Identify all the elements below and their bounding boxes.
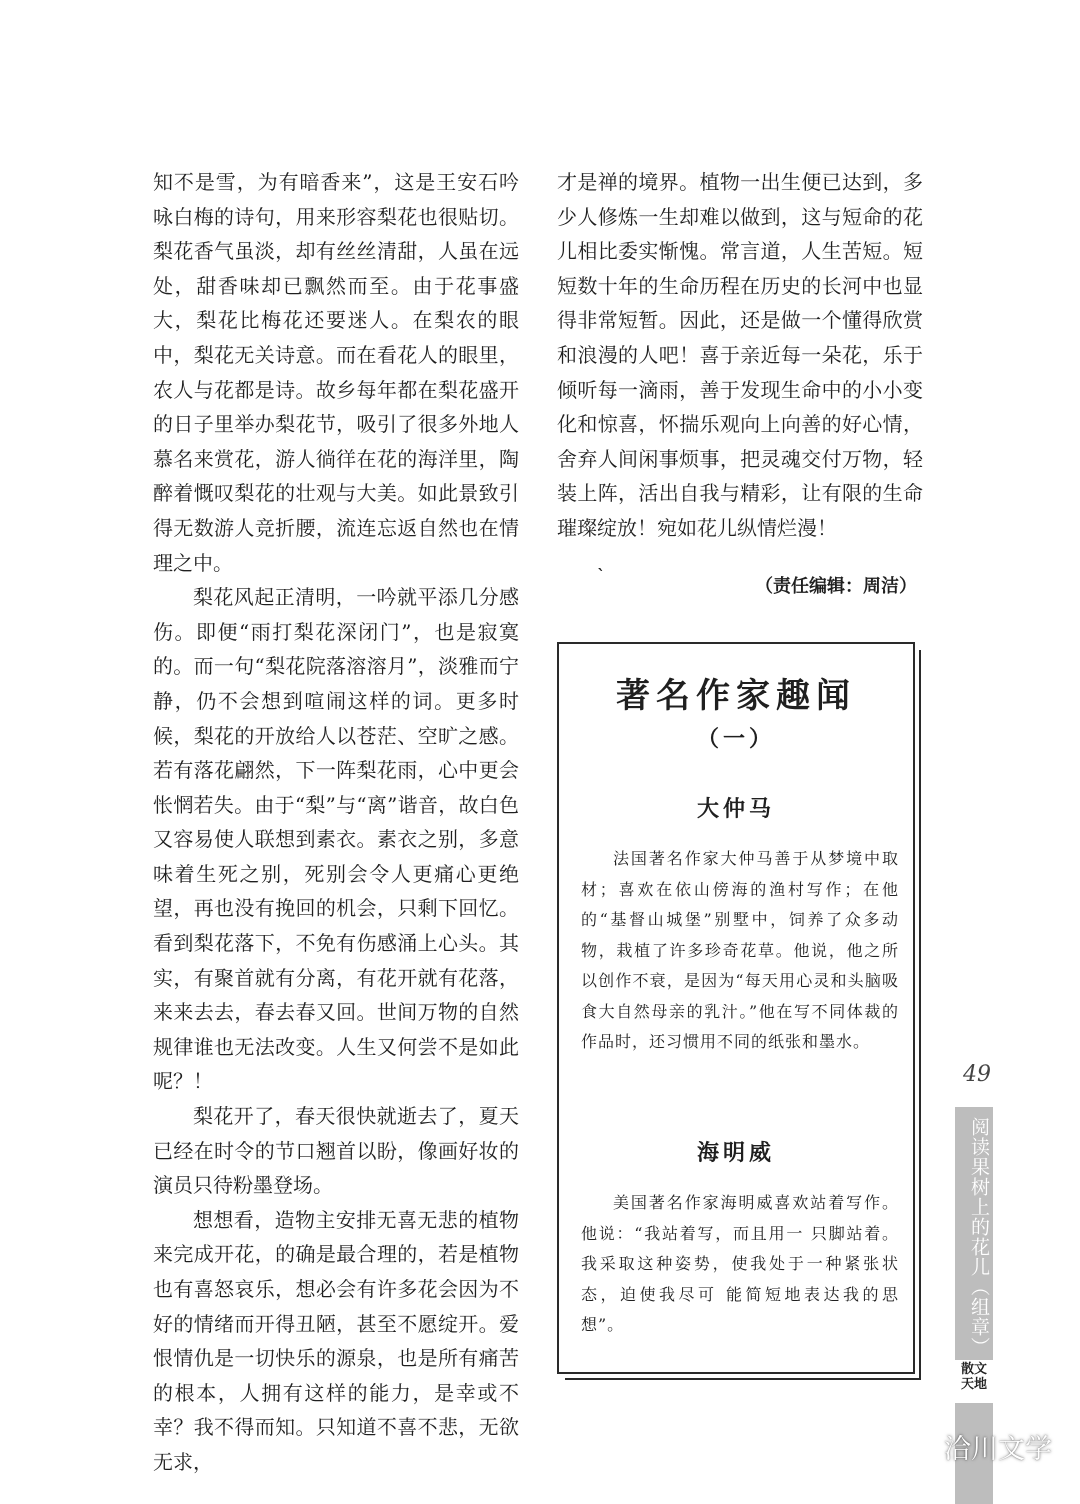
sidebar-title: 著名作家趣闻 [616,676,856,716]
article-left-column [153,165,519,1480]
page-number: 49 [963,1062,991,1087]
section-heading-hemingway: 海明威 [696,1140,775,1166]
watermark [898,1426,1068,1466]
stray-mark: ` [597,566,605,585]
article-right-column [557,165,923,546]
wechat-icon [898,1430,938,1462]
section-body-hemingway [581,1188,899,1341]
watermark-text: 洽川文学 [944,1433,1052,1465]
section-label-line1: 散文 [960,1362,987,1377]
paragraph-1: 知不是雪，为有暗香来”，这是王安石吟咏白梅的诗句，用来形容梨花也很贴切。梨花香气虽淡，却有丝丝清甜，人虽在远处，甜香味却已飘然而至。由于花事盛大，梨花比梅花还要迷人。在梨农的眼中，梨花无关诗意。而在看花人的眼里，农人与花都是诗。故乡每年都在梨花盛开的日子里举办梨花节，吸引了很多外地人慕名来赏花，游人徜徉在花的海洋里，陶醉着慨叹梨花的壮观与大美。如此景致引得无数游人竞折腰，流连忘返自然也在情理之中。 [153,170,519,575]
paragraph-2: 梨花风起正清明，一吟就平添几分感伤。即便“雨打梨花深闭门”，也是寂寞的。而一句“梨花院落溶溶月”，淡雅而宁静，仍不会想到喧闹这样的词。更多时候，梨花的开放给人以苍茫、空旷之感。若有落花翩然，下一阵梨花雨，心中更会怅惘若失。由于“梨”与“离”谐音，故白色又容易使人联想到素衣。素衣之别，多意味着生死之别，死别会令人更痛心更绝望，再也没有挽回的机会，只剩下回忆。看到梨花落下，不免有伤感涌上心头。其实，有聚首就有分离，有花开就有花落，来来去去，春去春又回。世间万物的自然规律谁也无法改变。人生又何尝不是如此呢？！ [153,585,519,1094]
paragraph-3: 梨花开了，春天很快就逝去了，夏天已经在时令的节口翘首以盼，像画好妆的演员只待粉墨登场。 [153,1104,519,1198]
section-label-line2: 天地 [960,1377,987,1392]
side-tab-title: 阅读果树上的花儿（组章） [968,1117,990,1357]
section-text-hemingway: 美国著名作家海明威喜欢站着写作。他说：“我站着写，而且用一 只脚站着。我采取这种姿势，使我处于一种紧张状态，迫使我尽可 能简短地表达我的思想”。 [581,1193,899,1334]
side-tab [955,1107,993,1360]
editor-credit: （责任编辑：周洁） [755,576,917,597]
section-body-dumas [581,844,899,1058]
sidebar-subtitle: （一） [696,726,775,752]
section-label [955,1362,993,1402]
section-heading-dumas: 大仲马 [696,796,775,822]
paragraph-4: 想想看，造物主安排无喜无悲的植物来完成开花，的确是最合理的，若是植物也有喜怒哀乐，想必会有许多花会因为不好的情绪而开得丑陋，甚至不愿绽开。爱恨情仇是一切快乐的源泉，也是所有痛苦的根本，人拥有这样的能力，是幸或不幸？我不得而知。只知道不喜不悲，无欲无求， [153,1207,519,1474]
editor-line [557,566,923,600]
section-text-dumas: 法国著名作家大仲马善于从梦境中取材；喜欢在依山傍海的渔村写作；在他的“基督山城堡”别墅中，饲养了众多动物，栽植了许多珍奇花草。他说，他之所以创作不衰，是因为“每天用心灵和头脑吸食大自然母亲的乳汁。”他在写不同体裁的作品时，还习惯用不同的纸张和墨水。 [581,849,899,1051]
paragraph-5: 才是禅的境界。植物一出生便已达到，多少人修炼一生却难以做到，这与短命的花儿相比委实惭愧。常言道，人生苦短。短短数十年的生命历程在历史的长河中也显得非常短暂。因此，还是做一个懂得欣赏和浪漫的人吧！喜于亲近每一朵花，乐于倾听每一滴雨，善于发现生命中的小小变化和惊喜，怀揣乐观向上向善的好心情，舍弃人间闲事烦事，把灵魂交付万物，轻装上阵，活出自我与精彩，让有限的生命璀璨绽放！宛如花儿纵情烂漫！ [557,170,923,540]
sidebar-box [557,642,915,1374]
